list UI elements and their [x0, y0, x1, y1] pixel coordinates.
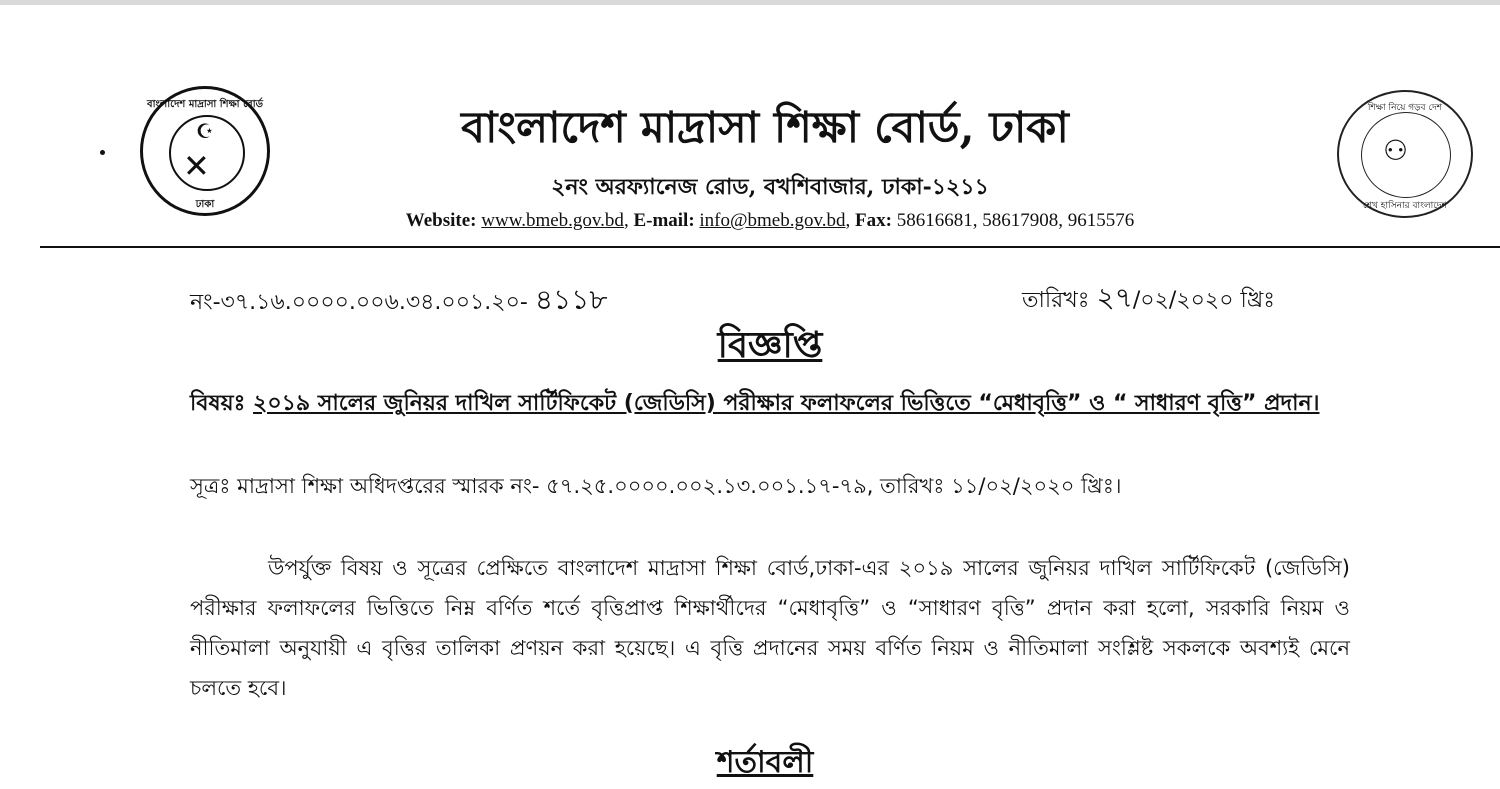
- memo-date: [1022, 276, 1275, 323]
- memo-number: [190, 278, 608, 325]
- quran-stand-icon: ✕: [183, 147, 210, 185]
- body-paragraph: উপর্যুক্ত বিষয় ও সূত্রের প্রেক্ষিতে বাংলাদেশ মাদ্রাসা শিক্ষা বোর্ড,ঢাকা-এর ২০১৯ সালের জুনিয়র দাখিল সার্টিফিকেট (জেডিসি) পরীক্ষার ফলাফলের ভিত্তিতে নিম্ন বর্ণিত শর্তে বৃত্তিপ্রাপ্ত শিক্ষার্থীদের “মেধাবৃত্তি” ও “সাধারণ বৃত্তি” প্রদান করা হলো, সরকারি নিয়ম ও নীতিমালা অনুযায়ী এ বৃত্তির তালিকা প্রণয়ন করা হয়েছে। এ বৃত্তি প্রদানের সময় বর্ণিত নিয়ম ও নীতিমালা সংশ্লিষ্ট সকলকে অবশ্যই মেনে চলতে হবে।: [190, 556, 1350, 700]
- date-rest: /০২/২০২০ খ্রিঃ: [1132, 288, 1275, 313]
- national-slogan-logo: [1337, 90, 1473, 218]
- subject-line: [190, 384, 1350, 424]
- email-link[interactable]: info@bmeb.gov.bd: [699, 210, 846, 231]
- contact-line: Website: www.bmeb.gov.bd, E-mail: info@bmeb.gov.bd, Fax: 58616681, 58617908, 9615576: [405, 210, 1135, 231]
- board-seal-logo: [140, 86, 270, 216]
- terms-heading: শর্তাবলী: [716, 745, 814, 780]
- board-title: বাংলাদেশ মাদ্রাসা শিক্ষা বোর্ড, ঢাকা: [461, 103, 1069, 153]
- board-address: ২নং অরফ্যানেজ রোড, বখশিবাজার, ঢাকা-১২১১: [551, 174, 989, 200]
- seal-bottom-text: ঢাকা: [195, 199, 215, 210]
- subject-text: ২০১৯ সালের জুনিয়র দাখিল সার্টিফিকেট (জেডিসি) পরীক্ষার ফলাফলের ভিত্তিতে “মেধাবৃত্তি” ও “ সাধারণ বৃত্তি” প্রদান।: [253, 391, 1320, 416]
- slogan-text: শিক্ষা নিয়ে গড়ব দেশ: [1367, 103, 1443, 113]
- notice-heading: বিজ্ঞপ্তি: [717, 324, 823, 366]
- slogan-bottom-text: শেখ হাসিনার বাংলাদেশ: [1363, 201, 1447, 211]
- memo-number-handwritten: ৪১১৮: [534, 283, 608, 316]
- fax-label: Fax:: [855, 210, 892, 231]
- date-label: তারিখঃ: [1022, 288, 1090, 313]
- header-divider: [40, 246, 1500, 248]
- seal-text: বাংলাদেশ মাদ্রাসা শিক্ষা বোর্ড: [147, 99, 263, 110]
- memo-number-prefix: নং-৩৭.১৬.০০০০.০০৬.৩৪.০০১.২০-: [190, 290, 528, 315]
- email-label: E-mail:: [633, 210, 695, 231]
- website-label: Website:: [405, 210, 477, 231]
- date-day-handwritten: ২৭: [1096, 281, 1133, 314]
- students-book-icon: ⚇: [1383, 134, 1409, 167]
- crescent-star-icon: ☪: [196, 119, 214, 143]
- subject-label: বিষয়ঃ: [190, 391, 246, 416]
- website-link[interactable]: www.bmeb.gov.bd: [481, 210, 624, 231]
- scan-edge: [0, 0, 1500, 5]
- scan-dot: [100, 150, 105, 155]
- fax-numbers: 58616681, 58617908, 9615576: [896, 210, 1135, 231]
- reference-line: সূত্রঃ মাদ্রাসা শিক্ষা অধিদপ্তরের স্মারক নং- ৫৭.২৫.০০০০.০০২.১৩.০০১.১৭-৭৯, তারিখঃ ১১/০২/২০২০ খ্রিঃ।: [190, 474, 1122, 498]
